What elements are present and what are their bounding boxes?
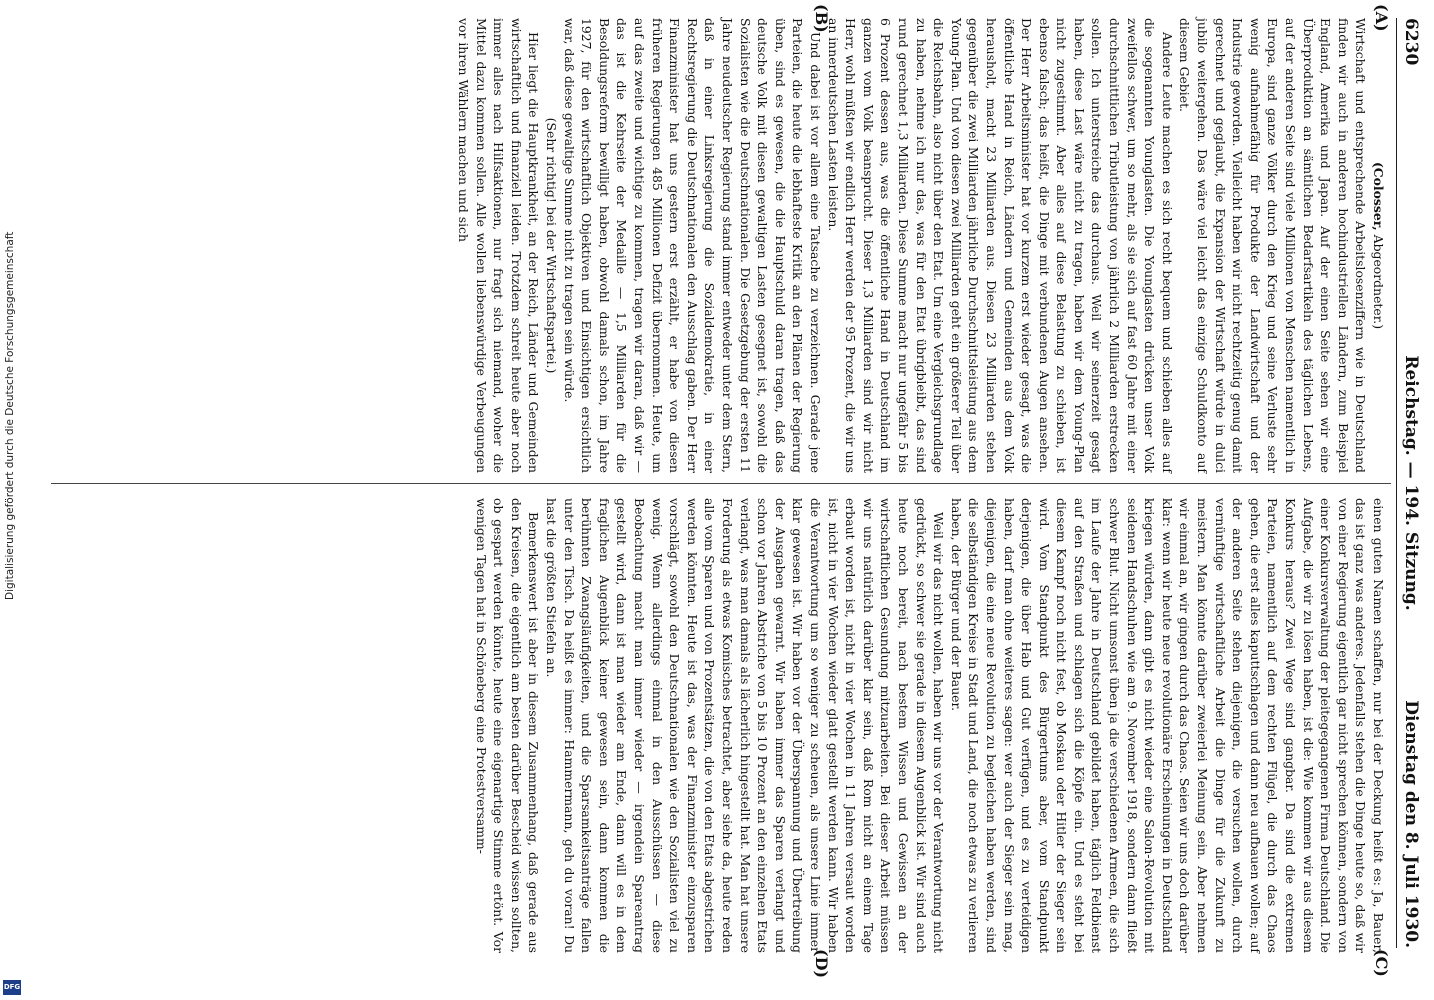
margin-marker-c: (C) (1372, 949, 1391, 977)
interjection: (Sehr richtig! bei der Wirtschaftspartei.) (544, 117, 560, 374)
paragraph: Bemerkenswert ist aber in diesem Zusammenhang, daß gerade aus den Kreisen, die eigentlich am besten darüber Bescheid wissen sollten, ob gespart werden könnte, heute eine eigenartige Stimme ertönt. Vor wenigen Tagen hat in Schöneberg eine Protestversamm- (473, 498, 542, 953)
paragraph: Andere Leute machen es sich recht bequem und schieben alles auf die sogenannten Younglasten. Die Younglasten drücken unser Volk zweifellos schwer, um so mehr, als sie sich auf fast 60 Jahre mit einer durchschnittlichen Tributleistung von jährlich 2 Milliarden erstrecken sollen. Ich unterstreiche das durchaus. Weil wir seinerzeit gesagt haben, diese Last wäre nicht zu tragen, haben wir dem Young-Plan nicht zugestimmt. Aber alles auf diese Belastung zu schieben, ist ebenso falsch; das heißt, die Dinge mit verbundenen Augen ansehen. Der Herr Arbeitsminister hat vor kurzem erst wieder gesagt, was die öffentliche Hand in Reich, Ländern und Gemeinden aus dem Volk herausholt, macht 23 Milliarden aus. Diesen 23 Milliarden stehen gegenüber die zwei Milliarden jährliche Durchschnittsleistung aus dem Young-Plan. Und von diesen zwei Milliarden geht ein größerer Teil über die Reichsbahn, also nicht über den Etat. Um eine Vergleichsgrundlage zu haben, nehme ich nur das, was für den Etat übrigbleibt, das sind rund gerechnet 1,3 Milliarden. Diese Summe macht nur ungefähr 5 bis 6 Prozent dessen aus, was die öffentliche Hand in Deutschland im ganzen vom Volk beansprucht. Dieser 1,3 Milliarden sind wir nicht Herr, wohl müßten wir endlich Herr werden der 95 Prozent, die wir uns an innerdeutschen Lasten leisten. (825, 18, 1175, 473)
paragraph: einen guten Namen schaffen, nur bei der Deckung heißt es: Ja, Bauer, das ist ganz was anderes. Jedenfalls stehen die Dinge heute so, daß wir von einer Regierung eigentlich gar nicht sprechen können, sondern von einer Konkursverwaltung der pleitegegangenen Firma Deutschland. Die Aufgabe, die wir zu lösen haben, ist die: Wie kommen wir aus diesem Konkurs heraus? Zwei Wege sind gangbar. Da sind die extremen Parteien, namentlich auf dem rechten Flügel, die durch das Chaos gehen, die erst alles kaputtschlagen und dann neu aufbauen wollen; auf der anderen Seite stehen diejenigen, die versuchen wollen, durch vernünftige wirtschaftliche Arbeit die Dinge für die Zukunft zu meistern. Man könnte darüber zweierlei Meinung sein. Aber nehmen wir einmal an, wir gingen durch das Chaos. Seien wir uns doch darüber klar: wenn wir heute neue revolutionäre Erscheinungen in Deutschland kriegen würden, dann gibt es nicht wieder eine Salon-Revolution mit seidenen Handschuhen wie am 9. November 1918, sondern dann fließt schwer Blut. Nicht umsonst üben ja die verschiedenen Armeen, die sich im Laufe der Jahre in Deutschland gebildet haben, täglich Feldbienst auf den Straßen und schlagen sich die Köpfe ein. Und es steht bei diesem Kampf noch nicht fest, ob Moskau oder Hitler der Sieger sein wird. Vom Standpunkt des Bürgertums aber, vom Standpunkt derjenigen, die über Hab und Gut verfügen, und es zu verteidigen haben, darf man ohne weiteres sagen: wer auch der Sieger sein mag, diejenigen, die eine neue Revolution zu begleichen haben werden, sind die selbständigen Kreise in Stadt und Land, die noch etwas zu verlieren haben, der Bürger und der Bauer. (948, 498, 1386, 953)
left-column (455, 18, 1387, 473)
paragraph: Weil wir das nicht wollen, haben wir uns vor der Verantwortung nicht gedrückt, so schwer sie gerade in diesem Augenblick ist. Wir sind auch heute noch bereit, nach bestem Wissen und Gewissen an der wirtschaftlichen Gesundung mitzuarbeiten. Bei dieser Arbeit müssen wir uns natürlich darüber klar sein, daß Rom nicht an einem Tage erbaut worden ist, nicht in vier Wochen in 11 Jahren versaut worden ist, nicht in vier Wochen wieder glatt gestellt werden kann. Wir haben die Verantwortung um so weniger zu scheuen, als unsere Linie immer klar gewesen ist. Wir haben vor der Überspannung und Übertreibung der Ausgaben gewarnt. Wir haben immer das Sparen verlangt und schon vor Jahren Abstriche von 5 bis 10 Prozent an den einzelnen Etats verlangt, was man damals als lächerlich hingestellt hat. Man hat unsere Forderung als etwas Komisches betrachtet, aber siehe da, heute reden alle vom Sparen und von Prozentsätzen, die von den Etats abgestrichen werden könnten. Heute ist das, was der Finanzminister einzusparen vorschlägt, sowohl den Deutschnationalen wie den Sozialisten viel zu wenig. Wenn allerdings einmal in den Ausschüssen — diese Beobachtung macht man immer wieder — irgendein Spareantrag gestellt wird, dann ist man wieder am Ende, dann will es in dem fraglichen Augenblick keiner gewesen sein, dann kommen die berühmten Zwangsläufigkeiten, und die Sparsamkeitsanträge fallen unter den Tisch. Da heißt es immer: Hammermann, geh du voran! Du hast die größten Stiefeln an. (544, 498, 947, 953)
page-number: 6230 (1401, 18, 1421, 66)
session-title: Reichstag. — 194. Sitzung. (1401, 355, 1421, 611)
margin-marker-a: (A) (1372, 4, 1391, 32)
dfg-logo: DFG (3, 980, 21, 995)
margin-marker-d: (D) (812, 949, 831, 979)
paragraph: Hier liegt die Hauptkrankheit, an der Reich, Länder und Gemeinden wirtschaftlich und finanziell leiden. Trotzdem schreit heute aber noch immer alles nach Hilfsaktionen, nur fragt sich niemand, woher die Mittel dazu kommen sollen. Alle wollen liebenswürdige Verbeugungen vor ihren Wählern machen und sich (456, 18, 542, 473)
paragraph: Und dabei ist vor allem eine Tatsache zu verzeichnen. Gerade jene Parteien, die heute die lebhafteste Kritik an den Plänen der Regierung üben, sind es gewesen, die die Hauptschuld daran tragen, daß das deutsche Volk mit diesen gewaltigen Lasten gesegnet ist, sowohl die Sozialisten wie die Deutschnationalen. Die Gesetzgebung der ersten 11 Jahre neudeutscher Regierung stand immer entweder unter dem Stern, daß in einer Linksregierung die Sozialdemokratie, in einer Rechtsregierung die Deutschnationalen den Ausschlag gaben. Der Herr Finanzminister hat uns gestern erst erzählt, er habe von diesen früheren Regierungen 485 Millionen Defizit übernommen. Heute, um auf das zweite und wichtige zu kommen, tragen wir daran, daß wir — das ist die Kehrseite der Medaille — 1,5 Milliarden für die Besoldungsreform bewilligt haben, obwohl damals schon, im Jahre 1927, für den wirtschaftlich Objektiven und Einsichtigen ersichtlich war, daß diese gewaltige Summe nicht zu tragen sein würde. (561, 18, 823, 473)
column-divider (51, 483, 1391, 484)
newspaper-page (27, 4, 1427, 979)
page-header (1399, 18, 1421, 948)
session-date: Dienstag den 8. Juli 1930. (1401, 700, 1421, 948)
margin-marker-b: (B) (812, 4, 831, 33)
header-rule (1396, 18, 1397, 948)
paragraph: Wirtschaft und entsprechende Arbeitslosenziffern wie in Deutschland finden wir auch in anderen hochindustriellen Ländern, zum Beispiel England, Amerika und Japan. Auf der einen Seite sehen wir eine Überproduktion an sämtlichen Bedarfsartikeln des täglichen Lebens, auf der anderen Seite sind viele Millionen von Menschen namentlich in Europa, sind ganze Völker durch den Krieg und seine Verluste sehr wenig aufnahmefähig für Produkte der Landwirtschaft und der Industrie geworden. Vielleicht haben wir nicht rechtzeitig genug damit gerechnet und geglaubt, die Expansion der Wirtschaft würde in dulci jubilo weitergehen. Das wäre viel leicht das einzige Schuldkonto auf diesem Gebiet. (1177, 18, 1369, 473)
right-column (472, 498, 1387, 953)
speaker-role: Abgeordneter.) (1371, 230, 1386, 330)
speaker-name: (Colosser, (1371, 161, 1386, 231)
digitization-credit: Digitalisierung gefördert durch die Deutsche Forschungsgemeinschaft (4, 231, 16, 600)
speaker-line (1369, 18, 1387, 473)
